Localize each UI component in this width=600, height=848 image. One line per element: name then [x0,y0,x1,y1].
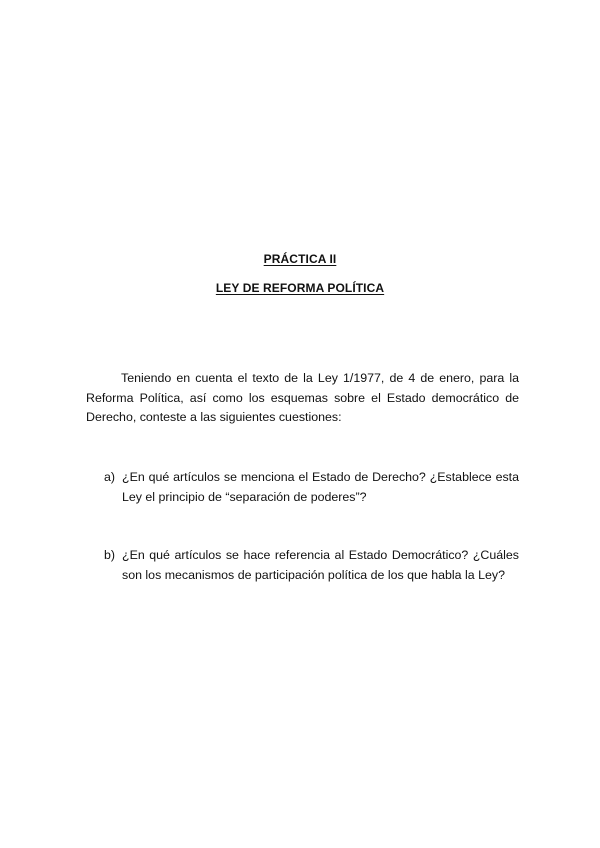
question-text: ¿En qué artículos se menciona el Estado de Derecho? ¿Establece esta Ley el principio de “separación de poderes”? [122,470,519,504]
page-title: PRÁCTICA II [263,252,337,266]
question-text: ¿En qué artículos se hace referencia al Estado Democrático? ¿Cuáles son los mecanismos de participación política de los que habla la Ley? [122,548,519,582]
question-item-b [86,546,519,585]
question-item-a [86,468,519,507]
page-subtitle: LEY DE REFORMA POLÍTICA [215,281,385,295]
question-marker: a) [104,470,116,484]
intro-paragraph: Teniendo en cuenta el texto de la Ley 1/1977, de 4 de enero, para la Reforma Política, así como los esquemas sobre el Estado democrático de Derecho, conteste a las siguientes cuestiones: [86,371,519,425]
question-marker: b) [104,548,116,562]
